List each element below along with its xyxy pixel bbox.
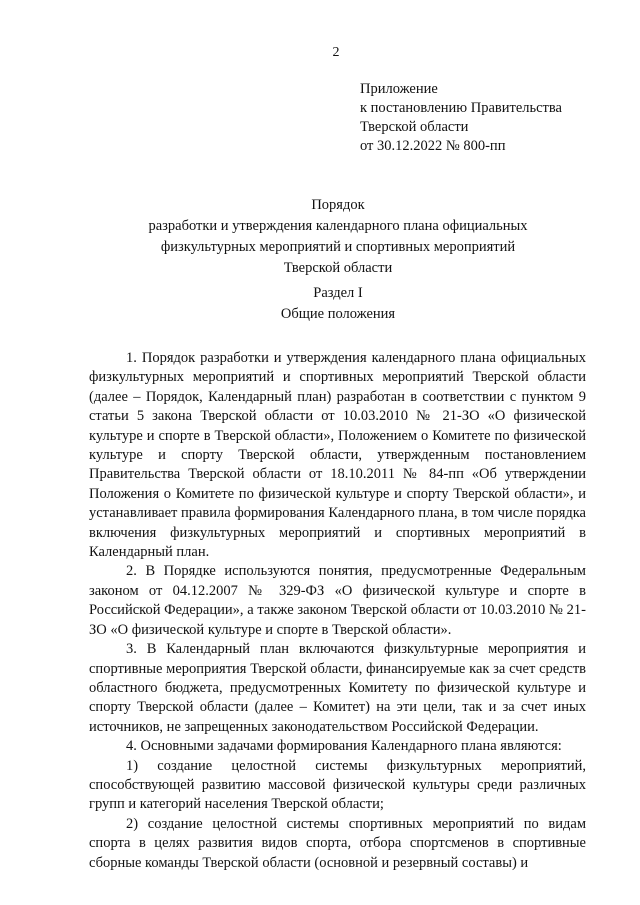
appendix-note [360,80,562,156]
title-line: физкультурных мероприятий и спортивных мероприятий [160,239,516,255]
section-number: Раздел I [313,285,363,301]
paragraph: 2. В Порядке используются понятия, предусмотренные Федеральным законом от 04.12.2007 № 329-ФЗ «О физической культуре и спорте в Российской Федерации», а также законом Тверской области от 10.03.2010 № 21-ЗО «О физической культуре и спорте в Тверской области». [89,563,586,638]
body-text [89,349,586,873]
title-line: Порядок [311,197,365,213]
appendix-line: к постановлению Правительства [360,100,562,116]
document-title [100,195,576,279]
paragraph: 1) создание целостной системы физкультурных мероприятий, способствующей развитию массовой физической культуры среди различных групп и категорий населения Тверской области; [89,757,586,813]
paragraph: 1. Порядок разработки и утверждения календарного плана официальных физкультурных мероприятий и спортивных мероприятий Тверской области (далее – Порядок, Календарный план) разработан в соответствии с пунктом 9 статьи 5 закона Тверской области от 10.03.2010 № 21-ЗО «О физической культуре и спорте в Тверской области», Положением о Комитете по физической культуре и спорту Тверской области, утвержденным постановлением Правительства Тверской области от 18.10.2011 № 84-пп «Об утверждении Положения о Комитете по физической культуре и спорту Тверской области», и устанавливает правила формирования Календарного плана, в том числе порядка включения физкультурных мероприятий и спортивных мероприятий в Календарный план. [89,350,586,561]
page-number: 2 [332,45,340,60]
paragraph: 2) создание целостной системы спортивных мероприятий по видам спорта в целях развития видов спорта, отбора спортсменов в спортивные сборные команды Тверской области (основной и резервный составы) и [89,815,586,871]
paragraph: 3. В Календарный план включаются физкультурные мероприятия и спортивные мероприятия Тверской области, финансируемые как за счет средств областного бюджета, предусмотренных Комитету по физической культуре и спорту Тверской области (далее – Комитет) на эти цели, так и за счет иных источников, не запрещенных законодательством Российской Федерации. [89,641,586,735]
appendix-line: Тверской области [360,119,469,135]
section-name: Общие положения [280,306,396,322]
appendix-line: от 30.12.2022 № 800-пп [360,138,506,154]
title-line: разработки и утверждения календарного плана официальных [148,218,528,234]
title-line: Тверской области [283,260,393,276]
section-heading [100,283,576,325]
paragraph: 4. Основными задачами формирования Календарного плана являются: [126,738,562,755]
appendix-line: Приложение [360,81,438,97]
